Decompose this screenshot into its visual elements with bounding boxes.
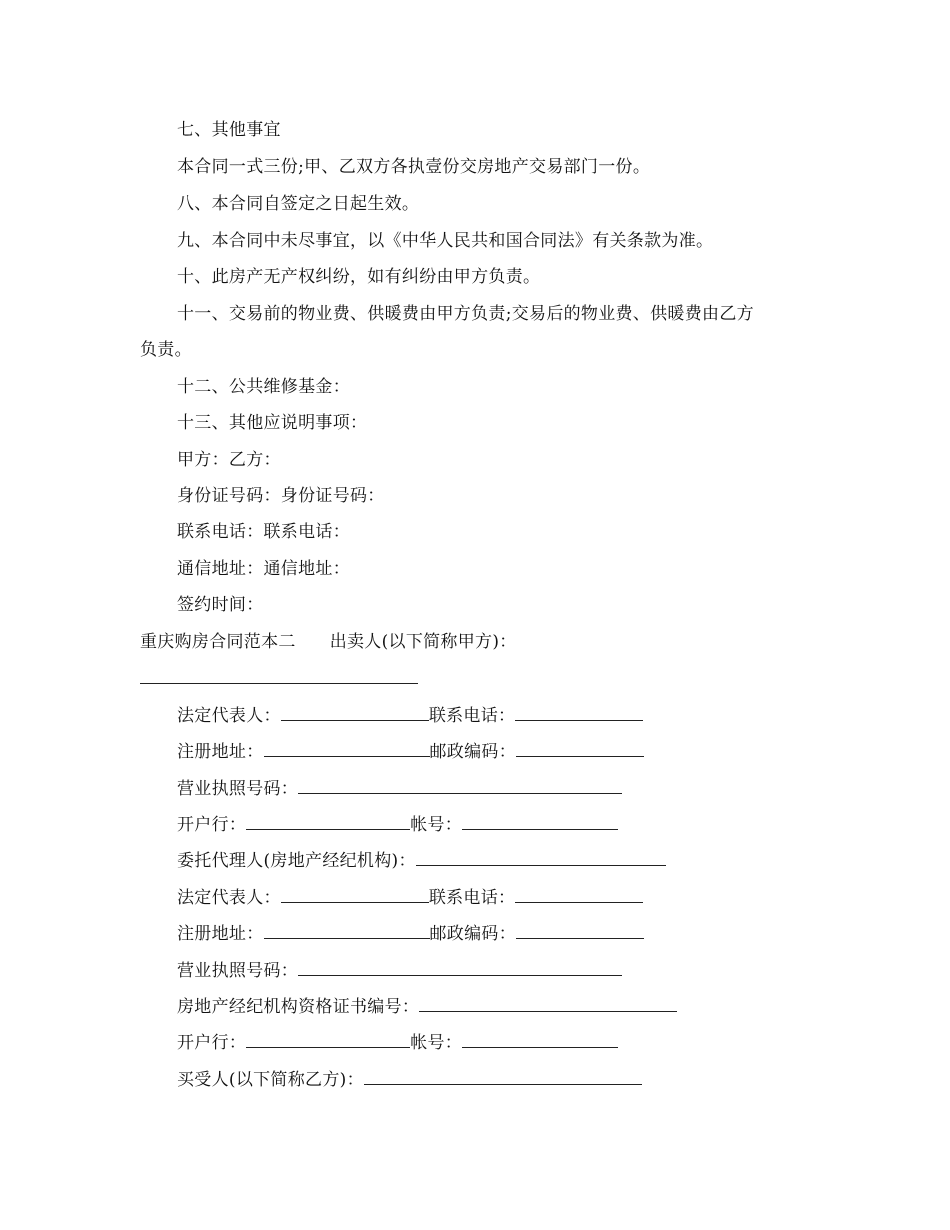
license-label: 营业执照号码： — [177, 779, 299, 799]
buyer-blank — [364, 1066, 642, 1085]
reg-address-label: 注册地址： — [177, 742, 264, 762]
parties-line: 甲方：乙方： — [177, 450, 281, 470]
postcode-blank — [516, 738, 644, 757]
phones-line: 联系电话：联系电话： — [177, 522, 350, 542]
clause-11-line1: 十一、交易前的物业费、供暖费由甲方负责;交易后的物业费、供暖费由乙方 — [177, 304, 754, 324]
seller-rep-row — [177, 702, 643, 728]
agent-bank-row — [177, 1029, 618, 1055]
agent-legal-rep-label: 法定代表人： — [177, 888, 281, 908]
clause-12: 十二、公共维修基金： — [177, 377, 350, 397]
agent-rep-row — [177, 884, 643, 910]
agent-postcode-blank — [516, 920, 644, 939]
agent-license-row — [177, 957, 622, 983]
legal-rep-label: 法定代表人： — [177, 706, 281, 726]
clause-13: 十三、其他应说明事项： — [177, 413, 368, 433]
agent-legal-rep-blank — [281, 884, 429, 903]
agent-cert-label: 房地产经纪机构资格证书编号： — [177, 997, 420, 1017]
seller-address-row — [177, 738, 644, 764]
seller-name-blank — [140, 683, 418, 684]
agent-cert-blank — [419, 993, 677, 1012]
bank-blank — [246, 811, 410, 830]
agent-cert-row — [177, 993, 677, 1019]
clause-7-text: 本合同一式三份;甲、乙双方各执壹份交房地产交易部门一份。 — [177, 157, 651, 177]
bank-label: 开户行： — [177, 815, 247, 835]
clause-11-line2: 负责。 — [140, 340, 192, 360]
agent-bank-blank — [246, 1029, 410, 1048]
seller-bank-row — [177, 811, 618, 837]
clause-8: 八、本合同自签定之日起生效。 — [177, 194, 420, 214]
license-blank — [298, 775, 622, 794]
agent-row — [177, 847, 666, 873]
agent-label: 委托代理人(房地产经纪机构)： — [177, 851, 416, 871]
agent-license-label: 营业执照号码： — [177, 961, 299, 981]
agent-blank — [416, 847, 666, 866]
agent-reg-address-label: 注册地址： — [177, 924, 264, 944]
account-blank — [462, 811, 618, 830]
agent-license-blank — [298, 957, 622, 976]
agent-postcode-label: 邮政编码： — [429, 924, 516, 944]
agent-address-row — [177, 920, 644, 946]
sample2-heading-line — [140, 630, 517, 654]
agent-reg-address-blank — [264, 920, 430, 939]
buyer-label: 买受人(以下简称乙方)： — [177, 1070, 364, 1090]
agent-phone-blank — [515, 884, 643, 903]
agent-bank-label: 开户行： — [177, 1033, 247, 1053]
seller-license-row — [177, 775, 622, 801]
seller-label: 出卖人(以下简称甲方)： — [329, 632, 517, 652]
buyer-row — [177, 1066, 642, 1092]
clause-7-heading: 七、其他事宜 — [177, 120, 281, 140]
sample2-title: 重庆购房合同范本二 — [140, 632, 296, 652]
postcode-label: 邮政编码： — [429, 742, 516, 762]
legal-rep-blank — [281, 702, 429, 721]
sign-time-line: 签约时间： — [177, 595, 264, 615]
addresses-line: 通信地址：通信地址： — [177, 559, 350, 579]
agent-account-blank — [462, 1029, 618, 1048]
clause-9: 九、本合同中未尽事宜，以《中华人民共和国合同法》有关条款为准。 — [177, 231, 714, 251]
account-label: 帐号： — [410, 815, 463, 835]
id-numbers-line: 身份证号码：身份证号码： — [177, 486, 385, 506]
agent-phone-label: 联系电话： — [428, 888, 516, 908]
reg-address-blank — [264, 738, 430, 757]
phone-blank — [515, 702, 643, 721]
phone-label: 联系电话： — [428, 706, 516, 726]
clause-10: 十、此房产无产权纠纷，如有纠纷由甲方负责。 — [177, 267, 541, 287]
agent-account-label: 帐号： — [410, 1033, 463, 1053]
